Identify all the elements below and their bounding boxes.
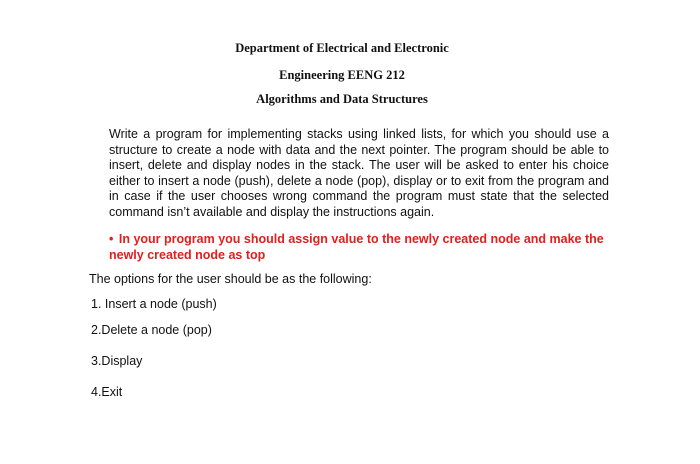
department-heading: Department of Electrical and Electronic xyxy=(235,41,449,55)
subject-heading: Algorithms and Data Structures xyxy=(256,92,428,106)
options-intro: The options for the user should be as the following: xyxy=(89,272,372,286)
bullet-marker: • xyxy=(109,232,114,246)
bullet-note-text: In your program you should assign value to the newly created node and make the newly created node as top xyxy=(109,232,604,262)
option-item-pop: 2.Delete a node (pop) xyxy=(91,323,212,337)
course-heading: Engineering EENG 212 xyxy=(279,68,405,82)
assignment-paragraph: Write a program for implementing stacks using linked lists, for which you should use a structure to create a node with data and the next pointer. The program should be able to insert, delete and display nodes in the stack. The user will be asked to enter his choice either to insert a node (push), delete a node (pop), display or to exit from the program and in case if the user chooses wrong command the program must state that the selected command isn’t available and display the instructions again. xyxy=(109,127,609,219)
option-item-exit: 4.Exit xyxy=(91,385,123,399)
red-bullet-note xyxy=(109,232,609,263)
option-item-push: 1. Insert a node (push) xyxy=(91,297,217,311)
option-item-display: 3.Display xyxy=(91,354,143,368)
